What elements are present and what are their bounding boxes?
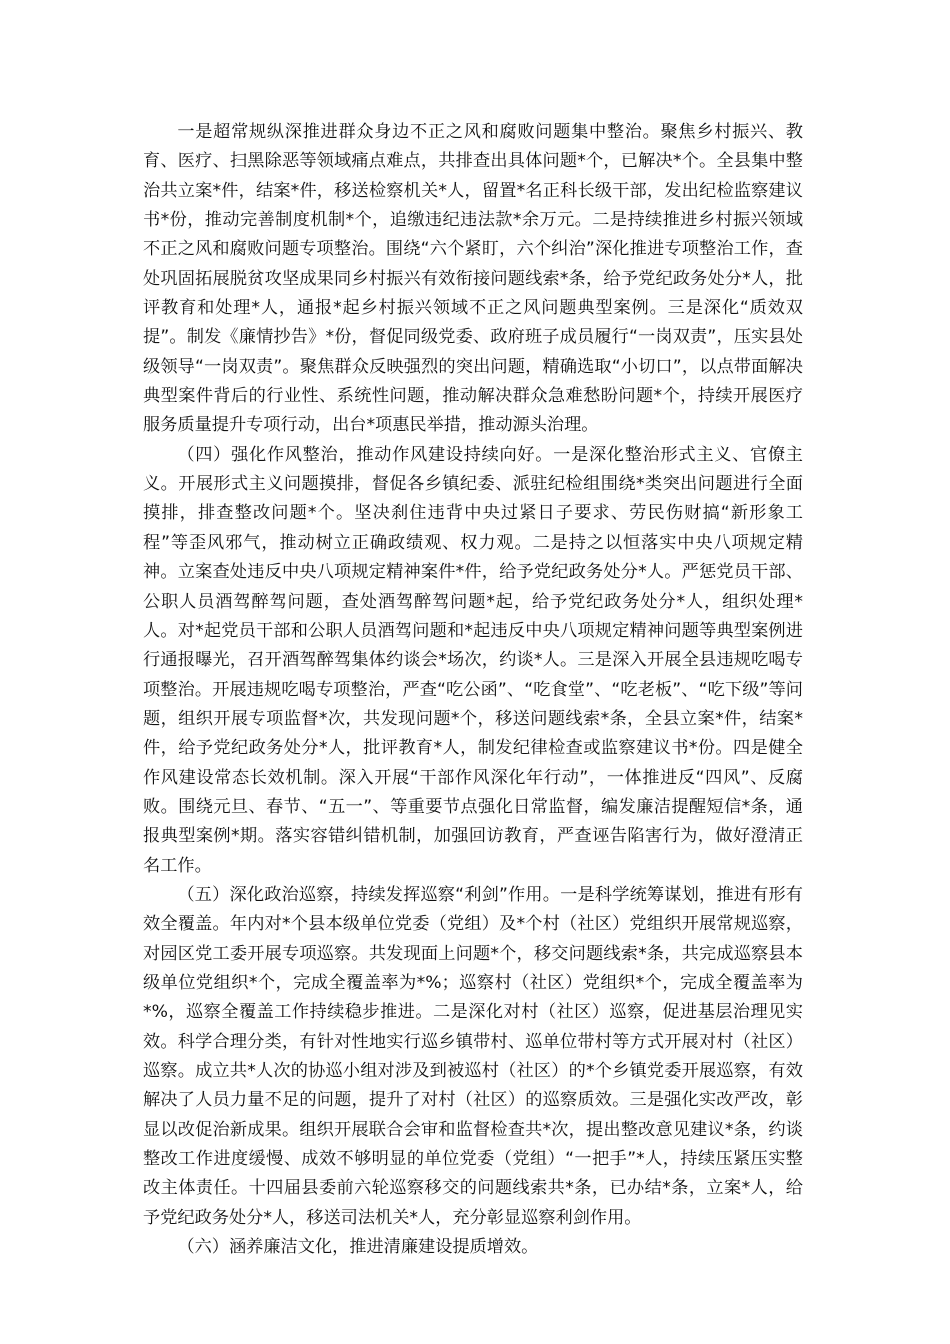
paragraph-rural-rectification: 一是超常规纵深推进群众身边不正之风和腐败问题集中整治。聚焦乡村振兴、教育、医疗、扫黑除恶等领域痛点难点，共排查出具体问题*个，已解决*个。全县集中整治共立案*件，结案*件，移送检察机关*人，留置*名正科长级干部，发出纪检监察建议书*份，推动完善制度机制*个，追缴违纪违法款*余万元。二是持续推进乡村振兴领域不正之风和腐败问题专项整治。围绕“六个紧盯，六个纠治”深化推进专项整治工作，查处巩固拓展脱贫攻坚成果同乡村振兴有效衔接问题线索*条，给予党纪政务处分*人，批评教育和处理*人，通报*起乡村振兴领域不正之风问题典型案例。三是深化“质效双提”。制发《廉情抄告》*份，督促同级党委、政府班子成员履行“一岗双责”，压实县处级领导“一岗双责”。聚焦群众反映强烈的突出问题，精确选取“小切口”，以点带面解决典型案件背后的行业性、系统性问题，推动解决群众急难愁盼问题*个，持续开展医疗服务质量提升专项行动，出台*项惠民举措，推动源头治理。: [143, 122, 803, 436]
paragraph-political-inspection: （五）深化政治巡察，持续发挥巡察“利剑”作用。一是科学统筹谋划，推进有形有效全覆盖。年内对*个县本级单位党委（党组）及*个村（社区）党组织开展常规巡察，对园区党工委开展专项巡察。共发现面上问题*个，移交问题线索*条，共完成巡察县本级单位党组织*个，完成全覆盖率为*%；巡察村（社区）党组织*个，完成全覆盖率为*%，巡察全覆盖工作持续稳步推进。二是深化对村（社区）巡察，促进基层治理见实效。科学合理分类，有针对性地实行巡乡镇带村、巡单位带村等方式开展对村（社区）巡察。成立共*人次的协巡小组对涉及到被巡村（社区）的*个乡镇党委开展巡察，有效解决了人员力量不足的问题，提升了对村（社区）的巡察质效。三是强化实改严改，彰显以改促治新成果。组织开展联合会审和监督检查共*次，提出整改意见建议*条，约谈整改工作进度缓慢、成效不够明显的单位党委（党组）“一把手”*人，持续压紧压实整改主体责任。十四届县委前六轮巡察移交的问题线索共*条，已办结*条，立案*人，给予党纪政务处分*人，移送司法机关*人，充分彰显巡察利剑作用。: [143, 884, 803, 1228]
paragraph-integrity-culture: （六）涵养廉洁文化，推进清廉建设提质增效。: [177, 1237, 539, 1258]
paragraph-work-style: （四）强化作风整治，推动作风建设持续向好。一是深化整治形式主义、官僚主义。开展形式主义问题摸排，督促各乡镇纪委、派驻纪检组围绕*类突出问题进行全面摸排，排查整改问题*个。坚决刹住违背中央过紧日子要求、劳民伤财搞“新形象工程”等歪风邪气，推动树立正确政绩观、权力观。二是持之以恒落实中央八项规定精神。立案查处违反中央八项规定精神案件*件，给予党纪政务处分*人。严惩党员干部、公职人员酒驾醉驾问题，查处酒驾醉驾问题*起，给予党纪政务处分*人，组织处理*人。对*起党员干部和公职人员酒驾问题和*起违反中央八项规定精神问题等典型案例进行通报曝光，召开酒驾醉驾集体约谈会*场次，约谈*人。三是深入开展全县违规吃喝专项整治。开展违规吃喝专项整治，严查“吃公函”、“吃食堂”、“吃老板”、“吃下级”等问题，组织开展专项监督*次，共发现问题*个，移送问题线索*条，全县立案*件，结案*件，给予党纪政务处分*人，批评教育*人，制发纪律检查或监察建议书*份。四是健全作风建设常态长效机制。深入开展“干部作风深化年行动”，一体推进反“四风”、反腐败。围绕元旦、春节、“五一”、等重要节点强化日常监督，编发廉洁提醒短信*条，通报典型案例*期。落实容错纠错机制，加强回访教育，严查诬告陷害行为，做好澄清正名工作。: [143, 444, 803, 876]
document-body: [143, 118, 803, 1262]
